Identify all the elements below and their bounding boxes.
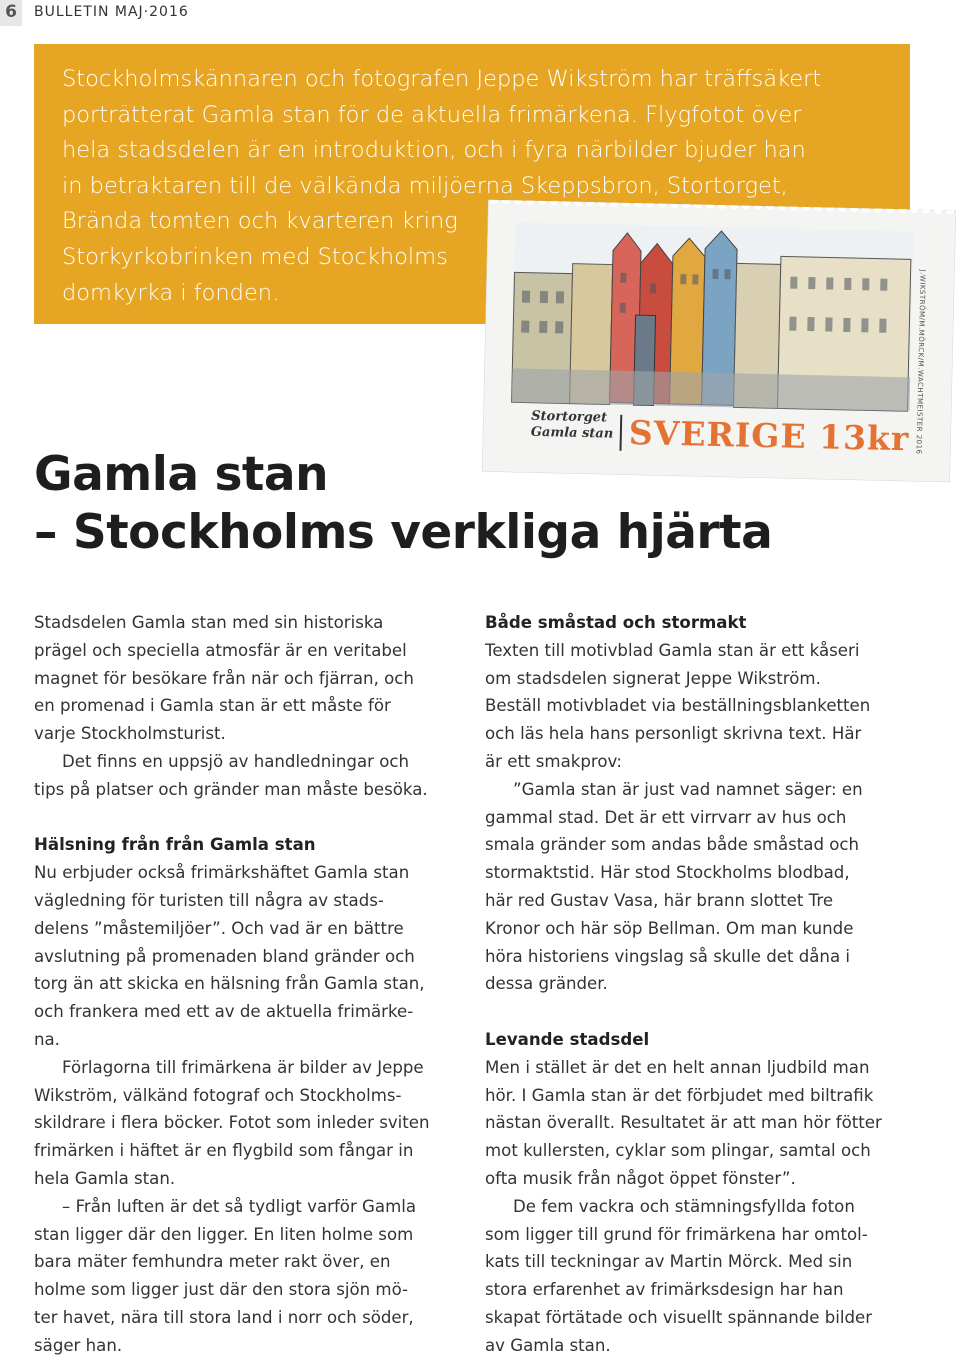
text-line: kats till teckningar av Martin Mörck. Med sin <box>485 1252 853 1272</box>
text-line: som ligger till grund för frimärkena har omtol- <box>485 1224 868 1244</box>
text-line: ter havet, nära till stora land i norr och söder, <box>34 1307 414 1327</box>
stamp-credit: J.WIKSTRÖM/M.MÖRCK/M.WACHTMEISTER 2016 <box>914 269 927 455</box>
intro-line: in betraktaren till de välkända miljöerna Skeppsbron, Stortorget, <box>62 172 788 199</box>
text-line: tips på platser och gränder man måste besöka. <box>34 779 428 799</box>
spacer <box>485 998 915 1026</box>
right-column <box>485 609 915 1360</box>
text-line: och läs hela hans personligt skrivna text. Här <box>485 724 862 744</box>
text-line: Men i stället är det en helt annan ljudbild man <box>485 1057 870 1077</box>
text-line: och frankera med ett av de aktuella frimärke- <box>34 1002 414 1022</box>
headline-line: Gamla stan <box>34 447 329 502</box>
text-line: varje Stockholmsturist. <box>34 724 226 744</box>
text-line: torg än att skicka en hälsning från Gamla stan, <box>34 974 425 994</box>
text-line: här red Gustav Vasa, här brann slottet Tre <box>485 890 834 910</box>
stamp-image <box>482 200 956 483</box>
text-line: skapat förtätade och visuellt spännande bilder <box>485 1307 873 1327</box>
text-line: skildrare i flera böcker. Fotot som inleder sviten <box>34 1113 430 1133</box>
text-line: ”Gamla stan är just vad namnet säger: en <box>513 779 863 799</box>
text-line: holme som ligger just där den stora sjön mö- <box>34 1280 409 1300</box>
paragraph <box>485 1193 915 1360</box>
text-line: Det finns en uppsjö av handledningar och <box>62 751 410 771</box>
text-line: mot kullersten, cyklar som plingar, samtal och <box>485 1141 871 1161</box>
publication-name: BULLETIN MAJ·2016 <box>34 4 189 20</box>
stamp-caption <box>531 409 614 443</box>
paragraph <box>34 748 464 804</box>
stamp-caption-line: Gamla stan <box>530 424 614 442</box>
headline-line: – Stockholms verkliga hjärta <box>34 505 773 560</box>
text-line: na. <box>34 1029 60 1049</box>
text-line: avslutning på promenaden bland gränder och <box>34 946 415 966</box>
text-line: dessa gränder. <box>485 974 608 994</box>
paragraph <box>34 1193 464 1360</box>
text-line: ofta musik från något öppet fönster”. <box>485 1168 796 1188</box>
text-line: Förlagorna till frimärkena är bilder av Jeppe <box>62 1057 424 1077</box>
section-heading: Hälsning från från Gamla stan <box>34 835 316 855</box>
section-heading: Både småstad och stormakt <box>485 613 747 632</box>
text-line: hela Gamla stan. <box>34 1168 176 1188</box>
paragraph <box>485 776 915 998</box>
text-line: – Från luften är det så tydligt varför Gamla <box>62 1196 417 1216</box>
text-line: en promenad i Gamla stan är ett måste för <box>34 696 391 716</box>
text-line: höra historiens vingslag så skulle det dåna i <box>485 946 851 966</box>
section-heading: Levande stadsdel <box>485 1029 650 1049</box>
text-line: om stadsdelen signerat Jeppe Wikström. <box>485 668 821 688</box>
text-line: hör. I Gamla stan är det förbjudet med biltrafik <box>485 1085 874 1105</box>
text-line: Stadsdelen Gamla stan med sin historiska <box>34 613 384 632</box>
text-line: De fem vackra och stämningsfyllda foton <box>513 1196 855 1216</box>
text-line: vägledning för turisten till några av stads- <box>34 890 384 910</box>
text-line: Beställ motivbladet via beställningsblanketten <box>485 696 871 716</box>
paragraph <box>34 609 464 748</box>
paragraph <box>34 1054 464 1193</box>
paragraph <box>485 1054 915 1193</box>
text-line: delens ”måstemiljöer”. Och vad är en bättre <box>34 918 404 938</box>
text-line: är ett smakprov: <box>485 751 622 771</box>
stamp-country-value: SVERIGE 13kr <box>628 412 910 459</box>
text-line: smala gränder som andas både småstad och <box>485 835 860 855</box>
text-line: frimärken i häftet är en flygbild som fångar in <box>34 1141 414 1161</box>
text-line: bara mäter femhundra meter rakt över, en <box>34 1252 391 1272</box>
paragraph <box>34 859 464 1054</box>
intro-line: hela stadsdelen är en introduktion, och i fyra närbilder bjuder han <box>62 137 806 164</box>
page-number: 6 <box>0 0 22 26</box>
intro-line: domkyrka i fonden. <box>62 279 280 306</box>
text-line: Texten till motivblad Gamla stan är ett kåseri <box>485 640 860 660</box>
text-line: säger han. <box>34 1335 123 1355</box>
text-line: stora erfarenhet av frimärksdesign har han <box>485 1280 844 1300</box>
paragraph <box>485 637 915 776</box>
spacer <box>34 804 464 832</box>
text-line: prägel och speciella atmosfär är en veritabel <box>34 640 407 660</box>
text-line: Wikström, välkänd fotograf och Stockholms- <box>34 1085 402 1105</box>
left-column <box>34 609 464 1360</box>
text-line: stan ligger där den ligger. En liten holme som <box>34 1224 414 1244</box>
intro-line: porträtterat Gamla stan för de aktuella frimärkena. Flygfotot över <box>62 101 802 128</box>
text-line: gammal stad. Det är ett virrvarr av hus och <box>485 807 847 827</box>
text-line: stormaktstid. Här stod Stockholms blodbad, <box>485 863 850 883</box>
text-line: Kronor och här söp Bellman. Om man kunde <box>485 918 854 938</box>
intro-line: Stockholmskännaren och fotografen Jeppe Wikström har träffsäkert <box>62 66 822 92</box>
intro-line: Brända tomten och kvarteren kring <box>62 208 458 235</box>
article-headline <box>34 446 772 562</box>
text-line: Nu erbjuder också frimärkshäftet Gamla stan <box>34 863 410 883</box>
intro-line: Storkyrkobrinken med Stockholms <box>62 243 448 270</box>
stamp-caption-line: Stortorget <box>531 408 608 426</box>
text-line: nästan överallt. Resultatet är att man hör fötter <box>485 1113 882 1133</box>
text-line: magnet för besökare från när och fjärran, och <box>34 668 414 688</box>
text-line: av Gamla stan. <box>485 1335 611 1355</box>
